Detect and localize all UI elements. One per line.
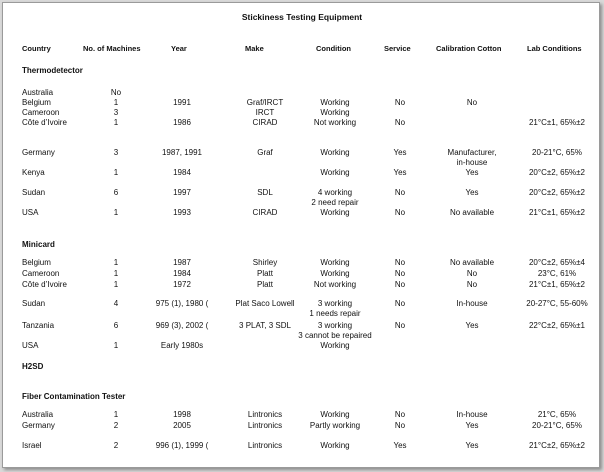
cell-cond: Working [320, 269, 350, 278]
cell-num: 1 [113, 168, 119, 177]
cell-cond: Working [320, 258, 350, 267]
cell-country: Germany [22, 421, 55, 430]
cell-make: Platt [256, 269, 273, 278]
cell-country: Australia [22, 410, 54, 419]
cell-country: Belgium [22, 258, 51, 267]
cell-serv: No [394, 188, 406, 197]
cell-num: 1 [113, 258, 119, 267]
cell-year: 1998 [173, 410, 191, 419]
cell-country: Belgium [22, 98, 51, 107]
cell-year: 996 (1), 1999 ( [155, 441, 209, 450]
cell-calib: Yes [465, 168, 479, 177]
cell-country: Germany [22, 148, 55, 157]
cell-calib: No available [449, 208, 495, 217]
cell-calib: Manufacturer, in-house [447, 148, 497, 167]
cell-country: Côte d’Ivoire [22, 280, 67, 289]
cell-year: 1987 [173, 258, 191, 267]
cell-cond: Working [320, 168, 350, 177]
cell-cond: Working [320, 410, 350, 419]
cell-make: Lintronics [247, 410, 283, 419]
cell-num: 1 [113, 280, 119, 289]
header-calibration: Calibration Cotton [436, 44, 502, 53]
cell-lab: 20°C±2, 65%±2 [528, 188, 585, 197]
section-h2sd: H2SD [22, 362, 44, 371]
cell-serv: No [394, 321, 406, 330]
cell-cond: Working [320, 441, 350, 450]
cell-country: USA [22, 341, 39, 350]
cell-lab: 20-27°C, 55-60% [526, 299, 588, 308]
cell-year: 1984 [173, 168, 191, 177]
header-year: Year [171, 44, 187, 53]
cell-calib: No available [449, 258, 495, 267]
cell-country: Sudan [22, 299, 46, 308]
cell-lab: 20-21°C, 65% [532, 148, 582, 157]
cell-serv: No [394, 421, 406, 430]
cell-num: 1 [113, 208, 119, 217]
cell-make: Graf/IRCT [246, 98, 284, 107]
section-thermodetector: Thermodetector [22, 66, 83, 75]
cell-country: Kenya [22, 168, 45, 177]
cell-num: 6 [113, 188, 119, 197]
cell-calib: No [466, 269, 478, 278]
cell-num: 3 [113, 108, 119, 117]
cell-serv: No [394, 410, 406, 419]
cell-cond: 4 working 2 need repair [311, 188, 359, 207]
cell-lab: 23°C, 61% [537, 269, 577, 278]
cell-num: 1 [113, 118, 119, 127]
cell-cond: Working [320, 341, 350, 350]
cell-num: 1 [113, 269, 119, 278]
header-machines: No. of Machines [83, 44, 141, 53]
cell-country: Côte d’Ivoire [22, 118, 67, 127]
cell-calib: Yes [465, 441, 479, 450]
cell-country: Sudan [22, 188, 46, 197]
cell-serv: No [394, 118, 406, 127]
cell-year: 1987, 1991 [161, 148, 203, 157]
table-row [0, 208, 604, 238]
cell-year: 1984 [173, 269, 191, 278]
cell-serv: Yes [393, 148, 407, 157]
cell-num: 1 [113, 341, 119, 350]
cell-lab: 21°C±1, 65%±2 [528, 208, 585, 217]
section-minicard: Minicard [22, 240, 55, 249]
cell-cond: Not working [313, 280, 357, 289]
cell-make: 3 PLAT, 3 SDL [239, 321, 291, 330]
cell-num: 6 [113, 321, 119, 330]
cell-make: Shirley [252, 258, 278, 267]
cell-lab: 21°C, 65% [537, 410, 577, 419]
cell-country: Cameroon [22, 269, 60, 278]
cell-num: 4 [113, 299, 119, 308]
cell-make: Graf [257, 148, 273, 157]
cell-num: 2 [113, 421, 119, 430]
cell-year: 1986 [173, 118, 191, 127]
cell-cond: Working [320, 98, 350, 107]
cell-cond: Not working [313, 118, 357, 127]
cell-lab: 21°C±1, 65%±2 [528, 280, 585, 289]
cell-serv: No [394, 98, 406, 107]
cell-make: IRCT [255, 108, 275, 117]
cell-num: 1 [113, 410, 119, 419]
cell-cond: Working [320, 148, 350, 157]
cell-serv: No [394, 280, 406, 289]
cell-lab: 20-21°C, 65% [532, 421, 582, 430]
table-title: Stickiness Testing Equipment [241, 12, 363, 22]
cell-calib: Yes [465, 321, 479, 330]
cell-cond: Partly working [309, 421, 361, 430]
cell-year: 969 (3), 2002 ( [155, 321, 209, 330]
cell-year: 1993 [173, 208, 191, 217]
cell-calib: In-house [456, 410, 488, 419]
cell-lab: 21°C±2, 65%±2 [528, 441, 585, 450]
cell-make: Plat Saco Lowell [235, 299, 295, 308]
cell-calib: No [466, 98, 478, 107]
cell-num: 3 [113, 148, 119, 157]
cell-year: 2005 [173, 421, 191, 430]
cell-country: Tanzania [22, 321, 55, 330]
cell-calib: In-house [456, 299, 488, 308]
table-row [0, 118, 604, 148]
cell-cond: Working [320, 108, 350, 117]
cell-cond: 3 working 3 cannot be repaired [298, 321, 372, 340]
cell-serv: No [394, 258, 406, 267]
header-service: Service [384, 44, 411, 53]
cell-make: CIRAD [252, 208, 278, 217]
cell-cond: Working [320, 208, 350, 217]
cell-serv: Yes [393, 168, 407, 177]
cell-serv: No [394, 208, 406, 217]
cell-year: 1972 [173, 280, 191, 289]
cell-make: CIRAD [252, 118, 278, 127]
cell-year: Early 1980s [160, 341, 204, 350]
cell-num: No [110, 88, 122, 97]
cell-year: 1997 [173, 188, 191, 197]
cell-make: SDL [257, 188, 273, 197]
cell-lab: 20°C±2, 65%±2 [528, 168, 585, 177]
header-country: Country [22, 44, 51, 53]
table-row [0, 441, 604, 471]
cell-make: Lintronics [247, 421, 283, 430]
cell-make: Lintronics [247, 441, 283, 450]
cell-num: 2 [113, 441, 119, 450]
cell-year: 975 (1), 1980 ( [155, 299, 209, 308]
cell-country: Australia [22, 88, 54, 97]
cell-num: 1 [113, 98, 119, 107]
cell-serv: No [394, 299, 406, 308]
header-condition: Condition [316, 44, 351, 53]
cell-cond: 3 working 1 needs repair [309, 299, 361, 318]
cell-calib: No [466, 280, 478, 289]
cell-make: Platt [256, 280, 273, 289]
section-fiber-contamination-tester: Fiber Contamination Tester [22, 392, 126, 401]
cell-year: 1991 [173, 98, 191, 107]
cell-calib: Yes [465, 421, 479, 430]
cell-country: Cameroon [22, 108, 60, 117]
cell-country: Israel [22, 441, 42, 450]
cell-serv: No [394, 269, 406, 278]
cell-lab: 22°C±2, 65%±1 [528, 321, 585, 330]
header-lab: Lab Conditions [527, 44, 582, 53]
cell-lab: 21°C±1, 65%±2 [528, 118, 585, 127]
table-row [0, 341, 604, 371]
header-make: Make [245, 44, 264, 53]
cell-calib: Yes [465, 188, 479, 197]
cell-serv: Yes [393, 441, 407, 450]
cell-lab: 20°C±2, 65%±4 [528, 258, 585, 267]
cell-country: USA [22, 208, 39, 217]
